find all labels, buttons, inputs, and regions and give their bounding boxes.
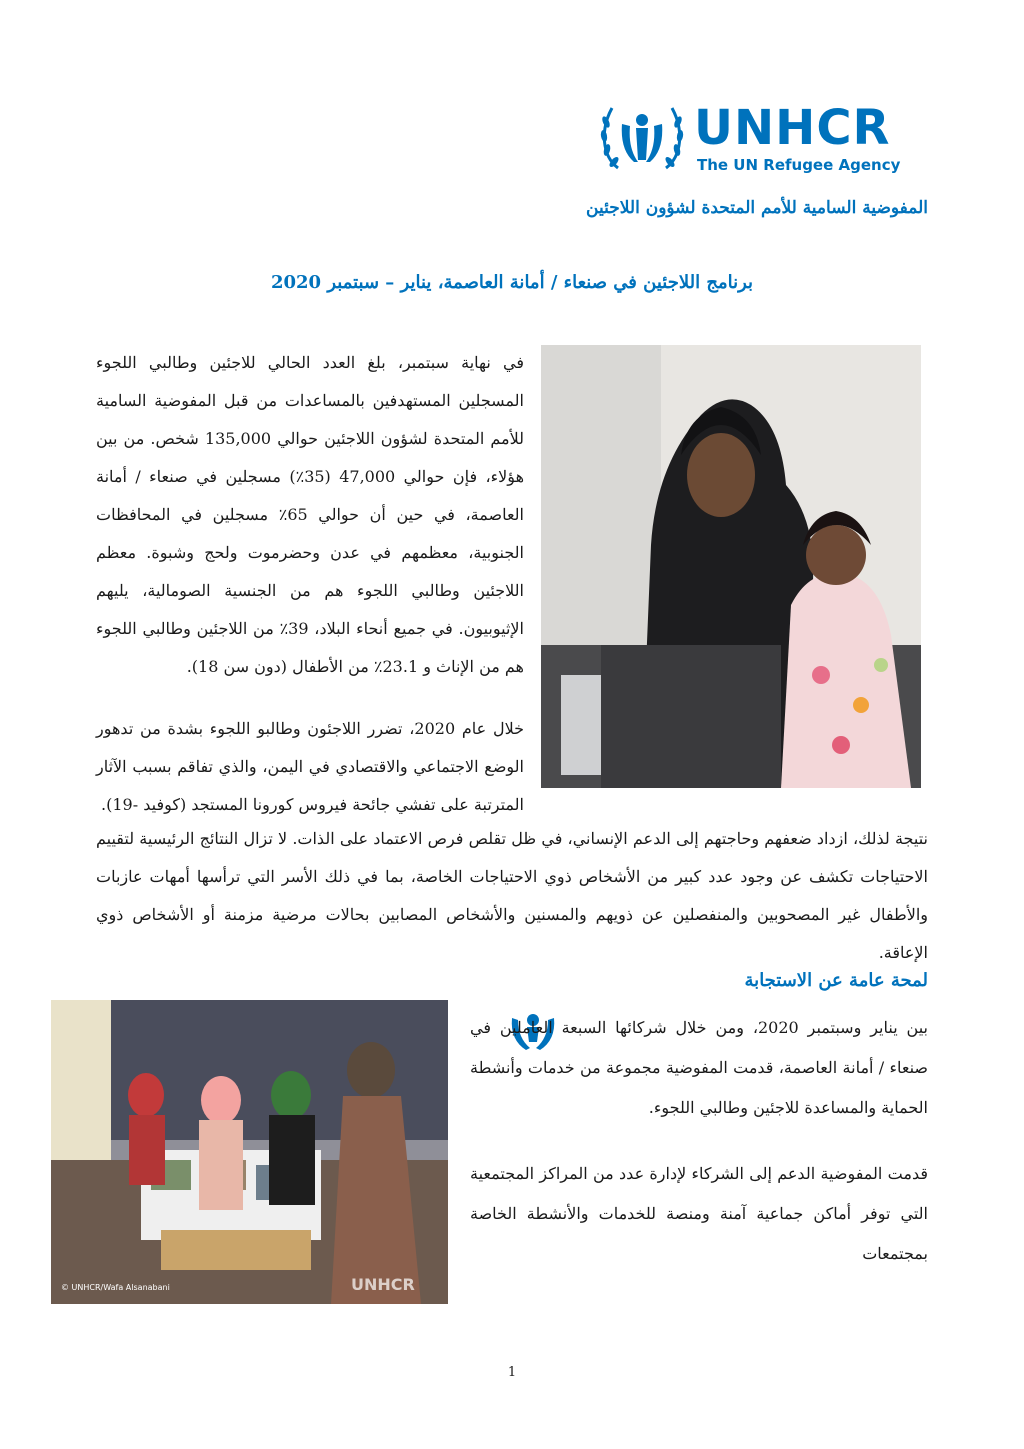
- photo-credit: © UNHCR/Wafa Alsanabani: [61, 1283, 170, 1292]
- photo-watermark: UNHCR: [351, 1275, 415, 1294]
- logo-tagline: The UN Refugee Agency: [697, 156, 901, 174]
- community-center-photo: [51, 1000, 448, 1304]
- organization-name: المفوضية السامية للأمم المتحدة لشؤون اللاجئين: [586, 198, 928, 218]
- section-heading-response-overview: لمحة عامة عن الاستجابة: [744, 970, 928, 991]
- paragraph-partners-services: بين يناير وسبتمبر 2020، ومن خلال شركائها السبعة العاملين في صنعاء / أمانة العاصمة، قدمت المفوضية مجموعة من خدمات وأنشطة الحماية والمساعدة للاجئين وطالبي اللجوء.: [470, 1018, 928, 1117]
- paragraph-community-centers: قدمت المفوضية الدعم إلى الشركاء لإدارة عدد من المراكز المجتمعية التي توفر أماكن جماعية آمنة ومنصة للخدمات والأنشطة الخاصة بمجتمعات: [470, 1164, 928, 1263]
- unhcr-emblem-icon: [598, 100, 686, 172]
- paragraph-needs-assessment: نتيجة لذلك، ازداد ضعفهم وحاجتهم إلى الدعم الإنساني، في ظل تقلص فرص الاعتماد على الذات. لا تزال النتائج الرئيسية لتقييم الاحتياجات تكشف عن وجود عدد كبير من الأشخاص ذوي الاحتياجات الخاصة، بما في ذلك الأسر التي ترأسها أمهات عازبات والأطفال غير المصحوبين والمنفصلين عن ذويهم والمسنين والأشخاص المصابين بحالات مرضية مزمنة أو الأشخاص ذوي الإعاقة.: [96, 829, 929, 962]
- logo-wordmark: UNHCR: [694, 100, 891, 156]
- document-title: برنامج اللاجئين في صنعاء / أمانة العاصمة، يناير – سبتمبر 2020: [270, 272, 754, 293]
- paragraph-2020-impact: خلال عام 2020، تضرر اللاجئون وطالبو اللجوء بشدة من تدهور الوضع الاجتماعي والاقتصادي في اليمن، والذي تفاقم بسبب الآثار المترتبة على تفشي جائحة فيروس كورونا المستجد (كوفيد -19).: [96, 719, 525, 814]
- refugee-mother-child-photo: [541, 345, 921, 788]
- paragraph-intro: في نهاية سبتمبر، بلغ العدد الحالي للاجئين وطالبي اللجوء المسجلين المستهدفين بالمساعدات من قبل المفوضية السامية للأمم المتحدة لشؤون اللاجئين حوالي 135,000 شخص. من بين هؤلاء، فإن حوالي 47,000 (35٪) مسجلين في صنعاء / أمانة العاصمة، في حين أن حوالي 65٪ مسجلين في المحافظات الجنوبية، معظمهم في عدن وحضرموت ولحج وشبوة. معظم اللاجئين وطالبي اللجوء هم من الجنسية الصومالية، يليهم الإثيوبيون. في جميع أنحاء البلاد، 39٪ من اللاجئين وطالبي اللجوء هم من الإناث و 23.1٪ من الأطفال (دون سن 18).: [96, 353, 525, 676]
- page-number: 1: [507, 1365, 517, 1380]
